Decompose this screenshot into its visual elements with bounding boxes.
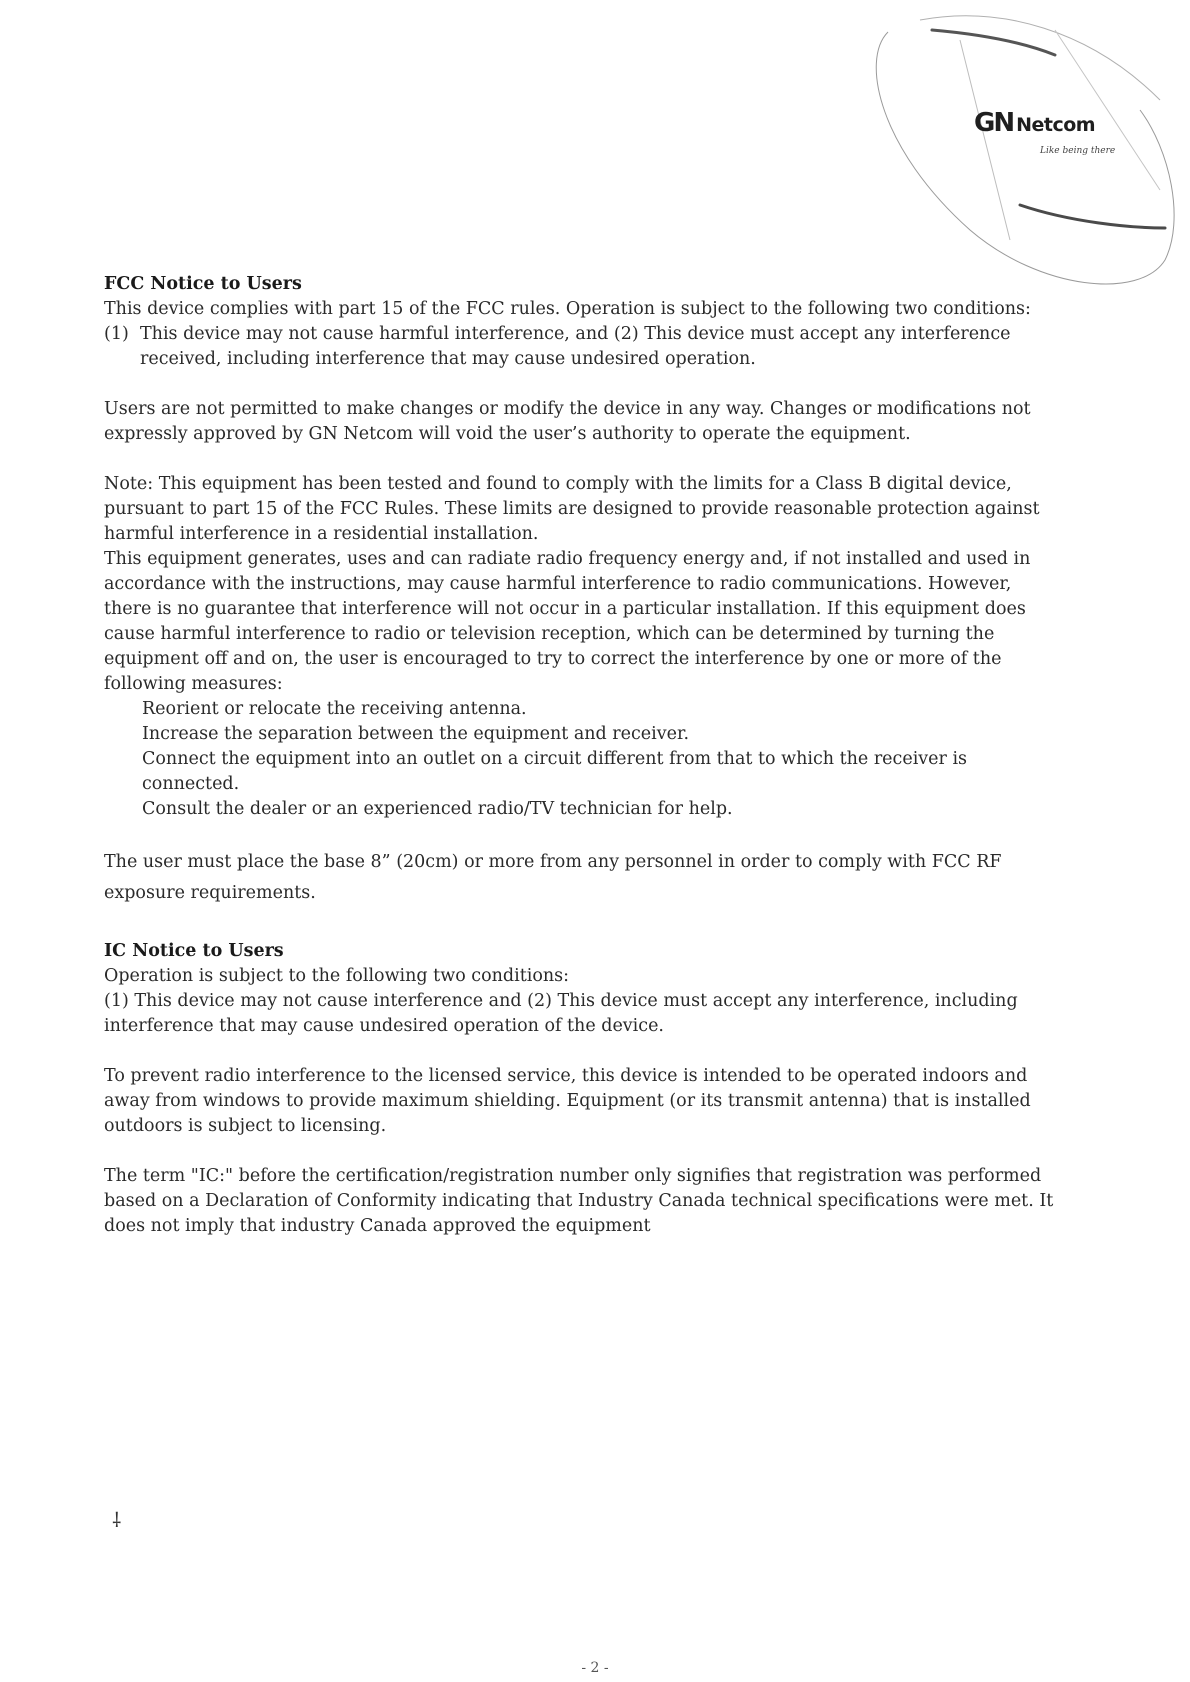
logo-outer-ellipse — [876, 32, 1174, 284]
ic-intro: Operation is subject to the following two conditions: — [104, 966, 570, 986]
fcc-heading: FCC Notice to Users — [104, 274, 302, 294]
ic-radio-interference-paragraph: To prevent radio interference to the licensed service, this device is intended to be operated indoors and away from windows to provide maximum shielding. Equipment (or its transmit antenna) that is installed outdoors is subject to licensing. — [104, 1066, 1031, 1136]
logo-bottom-stroke — [1020, 205, 1165, 228]
fcc-conditions — [104, 322, 1064, 372]
fcc-measure-item: Reorient or relocate the receiving antenna. — [142, 699, 527, 719]
document-body — [104, 272, 1064, 1239]
logo-upper-arc — [920, 16, 1160, 100]
fcc-generates-paragraph: This equipment generates, uses and can radiate radio frequency energy and, if not installed and used in accordance with the instructions, may cause harmful interference to radio communications. However, there is no guarantee that interference will not occur in a particular installation. If this equipment does cause harmful interference to radio or television reception, which can be determined by turning the equipment off and on, the user is encouraged to try to correct the interference by one or more of the following measures: — [104, 549, 1031, 694]
ic-conditions: (1) This device may not cause interference and (2) This device must accept any interference, including interference that may cause undesired operation of the device. — [104, 991, 1018, 1036]
fcc-conditions-text: This device may not cause harmful interference, and (2) This device must accept any interference received, including interference that may cause undesired operation. — [140, 324, 1011, 369]
fcc-intro: This device complies with part 15 of the FCC rules. Operation is subject to the following two conditions: — [104, 299, 1031, 319]
page-number: - 2 - — [581, 1660, 609, 1676]
ic-heading: IC Notice to Users — [104, 941, 284, 961]
logo-top-stroke — [932, 30, 1055, 55]
scan-mark: ⸸ — [112, 1508, 122, 1532]
fcc-changes-paragraph: Users are not permitted to make changes or modify the device in any way. Changes or modifications not expressly approved by GN Netcom will void the user’s authority to operate the equipment. — [104, 399, 1031, 444]
fcc-measure-item: Consult the dealer or an experienced radio/TV technician for help. — [142, 799, 733, 819]
fcc-exposure-paragraph: The user must place the base 8” (20cm) or more from any personnel in order to comply with FCC RF exposure requirements. — [104, 852, 1002, 903]
fcc-measure-item: Connect the equipment into an outlet on a circuit different from that to which the receiver is connected. — [142, 749, 968, 794]
gn-netcom-logo-swoosh — [840, 0, 1190, 300]
gn-netcom-logo — [974, 108, 1095, 138]
logo-netcom-name: Netcom — [1016, 114, 1096, 136]
fcc-conditions-number: (1) — [104, 324, 129, 344]
fcc-measure-item: Increase the separation between the equipment and receiver. — [142, 724, 690, 744]
logo-tagline: Like being there — [1040, 146, 1116, 156]
logo-gn-mark: GN — [974, 108, 1014, 138]
ic-term-paragraph: The term "IC:" before the certification/registration number only signifies that registration was performed based on a Declaration of Conformity indicating that Industry Canada technical specifications were met. It does not imply that industry Canada approved the equipment — [104, 1166, 1054, 1236]
logo-left-line — [960, 40, 1010, 240]
fcc-note-paragraph: Note: This equipment has been tested and found to comply with the limits for a Class B digital device, pursuant to part 15 of the FCC Rules. These limits are designed to provide reasonable protection against harmful interference in a residential installation. — [104, 474, 1040, 544]
